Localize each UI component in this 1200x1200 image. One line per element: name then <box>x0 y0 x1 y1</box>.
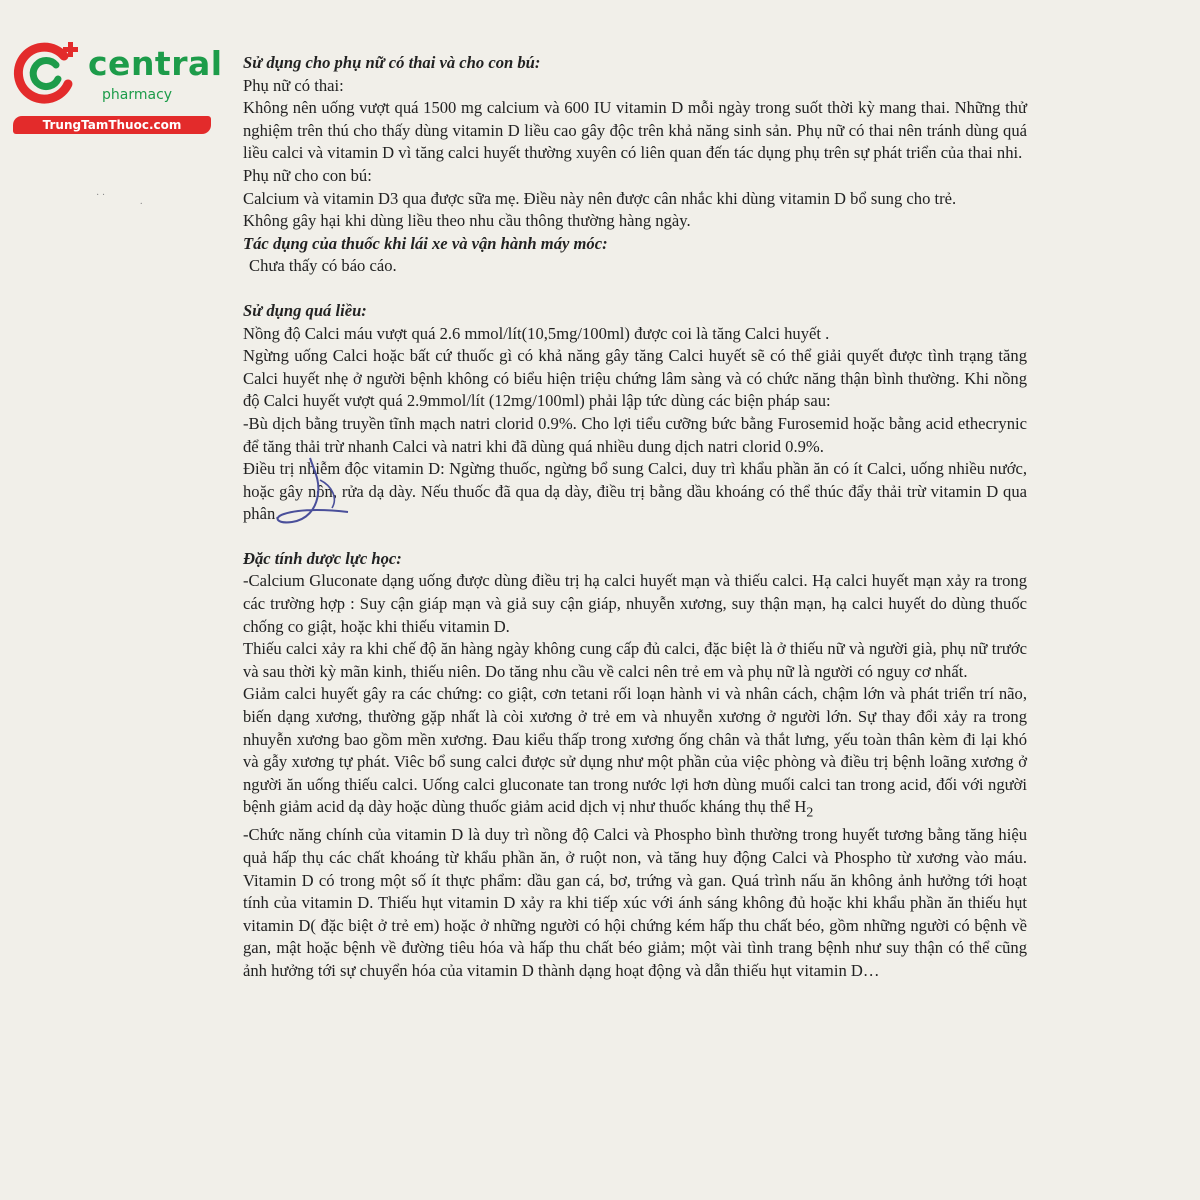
paragraph: Nồng độ Calci máu vượt quá 2.6 mmol/lít(10,5mg/100ml) được coi là tăng Calci huyết . <box>243 323 830 343</box>
paragraph: -Chức năng chính của vitamin D là duy trì nồng độ Calci và Phospho bình thường trong huyết tương bằng tăng hiệu quả hấp thụ các chất khoáng từ khẩu phần ăn, ở ruột non, và tăng huy động Calci và Phospho từ xương vào máu. Vitamin D có trong một số ít thực phẩm: dầu gan cá, bơ, trứng và gan. Quá trình nấu ăn không ảnh hưởng tới hoạt tính của vitamin D. Thiếu hụt vitamin D xảy ra khi tiếp xúc với ánh sáng không đủ hoặc khi khẩu phần ăn thiếu hụt vitamin D( đặc biệt ở trẻ em) hoặc ở những người có hội chứng kém hấp thu chất béo, gồm những người có bệnh về gan, mật hoặc bệnh về đường tiêu hóa và hấp thu chất béo giảm; một vài tình trang bệnh như suy thận có thể cũng ảnh hưởng tới sự chuyển hóa của vitamin D thành dạng hoạt động và dẫn thiếu hụt vitamin D… <box>243 825 1027 980</box>
paragraph: Phụ nữ cho con bú: <box>243 165 372 185</box>
paragraph-text: Giảm calci huyết gây ra các chứng: co giật, cơn tetani rối loạn hành vi và nhân cách, chậm lớn và phát triển trí não, biến dạng xương, thường gặp nhất là còi xương ở trẻ em và nhuyễn xương ở người lớn. Sự thay đổi xảy ra trong nhuyễn xương bao gồm mền xương. Đau kiểu thấp trong xương ống chân và thắt lưng, yếu toàn thân kèm đi lại khó và gẫy xương tự phát. Viêc bổ sung calci được sử dụng như một phần của việc phòng và điều trị bệnh loãng xương ở người ăn uống thiếu calci. Uống calci gluconate tan trong nước lợi hơn dùng muối calci tan trong acid, đối với người bệnh giảm acid dạ dày hoặc dùng thuốc giảm acid dịch vị như thuốc kháng thụ thể H <box>243 684 1027 817</box>
brand-site-banner: TrungTamThuoc.com <box>13 116 211 134</box>
spacer <box>243 526 1027 548</box>
section-heading: Sử dụng cho phụ nữ có thai và cho con bú: <box>243 53 541 72</box>
section-pregnancy <box>243 52 1027 233</box>
paragraph: Phụ nữ có thai: <box>243 75 344 95</box>
paragraph: -Calcium Gluconate dạng uống được dùng điều trị hạ calci huyết mạn và thiếu calci. Hạ calci huyết mạn xảy ra trong các trường hợp : Suy cận giáp mạn và giả suy cận giáp, nhuyễn xương, suy thận mạn, hạ calci huyết do dùng thuốc chống co giật, hoặc khi thiếu vitamin D. <box>243 571 1027 636</box>
brand-logo <box>10 36 223 136</box>
brand-subtitle: pharmacy <box>102 87 173 103</box>
section-heading: Đặc tính dược lực học: <box>243 548 402 568</box>
paragraph: Chưa thấy có báo cáo. <box>249 256 397 276</box>
section-driving <box>243 233 1027 278</box>
scan-speck: · · <box>96 190 106 201</box>
paragraph: Không gây hại khi dùng liều theo nhu cầu thông thường hàng ngày. <box>243 211 691 231</box>
brand-name: central <box>88 44 223 83</box>
section-overdose <box>243 300 1027 526</box>
section-heading: Tác dụng của thuốc khi lái xe và vận hành máy móc: <box>243 233 608 253</box>
paragraph: Ngừng uống Calci hoặc bất cứ thuốc gì có khả năng gây tăng Calci huyết sẽ có thể giải quyết được tình trạng tăng Calci huyết nhẹ ở người bệnh không có biểu hiện triệu chứng lâm sàng và có chức năng thận bình thường. Khi nồng độ Calci huyết vượt quá 2.9mmol/lít (12mg/100ml) phải lập tức dùng các biện pháp sau: <box>243 346 1027 411</box>
paragraph: Calcium và vitamin D3 qua được sữa mẹ. Điều này nên được cân nhắc khi dùng vitamin D bổ sung cho trẻ. <box>243 188 957 208</box>
paragraph: -Bù dịch bằng truyền tĩnh mạch natri clorid 0.9%. Cho lợi tiểu cưỡng bức bằng Furosemid hoặc bằng acid ethecrynic để tăng thải trừ nhanh Calci và natri khi đã dùng quá nhiều dung dịch natri clorid 0.9%. <box>243 413 1027 456</box>
paragraph: Điều trị nhiễm độc vitamin D: Ngừng thuốc, ngừng bổ sung Calci, duy trì khẩu phần ăn có ít Calci, uống nhiều nước, hoặc gây nôn, rửa dạ dày. Nếu thuốc đã qua dạ dày, điều trị bằng dầu khoáng có thể thúc đẩy thải trừ vitamin D qua phân. <box>243 459 1027 524</box>
spacer <box>243 278 1027 300</box>
section-pharmacodynamics <box>243 548 1027 983</box>
paragraph: Không nên uống vượt quá 1500 mg calcium và 600 IU vitamin D mỗi ngày trong suốt thời kỳ mang thai. Những thử nghiệm trên thú cho thấy dùng vitamin D liều cao gây độc trên khả năng sinh sản. Phụ nữ có thai nên tránh dùng quá liều calci và vitamin D vì tăng calci huyết thường xuyên có liên quan đến tác dụng phụ trên sự phát triển của thai nhi. <box>243 98 1027 163</box>
section-heading: Sử dụng quá liều: <box>243 300 367 320</box>
scan-speck: . <box>140 196 143 207</box>
paragraph: Thiếu calci xảy ra khi chế độ ăn hàng ngày không cung cấp đủ calci, đặc biệt là ở thiếu nữ và người già, phụ nữ trước và sau thời kỳ mãn kinh, thiếu niên. Do tăng nhu cầu về calci nên trẻ em và phụ nữ là người có nguy cơ nhất. <box>243 639 1027 681</box>
leaflet-text <box>243 52 1027 982</box>
paragraph <box>243 683 1027 824</box>
subscript: 2 <box>806 804 814 820</box>
central-pharmacy-logo-icon <box>12 38 84 110</box>
